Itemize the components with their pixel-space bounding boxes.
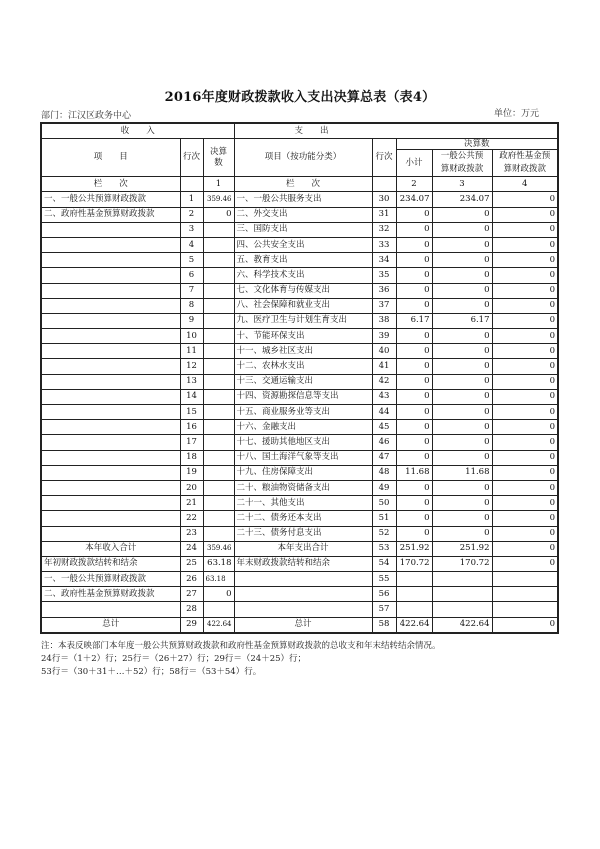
subtotal-cell: 0 — [396, 207, 432, 222]
expense-row-no-cell: 49 — [372, 480, 396, 495]
income-amount-cell — [203, 374, 234, 389]
expense-column-index-blank — [372, 177, 396, 192]
expense-row-no-cell: 41 — [372, 359, 396, 374]
income-item-cell — [41, 329, 180, 344]
general-budget-header-line2: 算财政拨款 — [440, 164, 484, 175]
income-row-no-cell: 1 — [180, 192, 203, 207]
expense-item-cell: 一、一般公共服务支出 — [234, 192, 372, 207]
general-budget-cell: 0 — [432, 207, 492, 222]
subtotal-cell — [396, 587, 432, 602]
expense-row-no-cell: 43 — [372, 389, 396, 404]
income-row-no-cell: 12 — [180, 359, 203, 374]
income-amount-cell — [203, 237, 234, 252]
subtotal-cell: 0 — [396, 511, 432, 526]
income-amount-cell — [203, 496, 234, 511]
income-item-cell — [41, 313, 180, 328]
income-row-no-cell: 14 — [180, 389, 203, 404]
expense-row-no-cell: 46 — [372, 435, 396, 450]
income-amount-cell — [203, 359, 234, 374]
expense-row-no-cell: 33 — [372, 237, 396, 252]
subtotal-cell: 0 — [396, 344, 432, 359]
table-row — [41, 450, 558, 465]
income-column-index-label: 栏 次 — [41, 177, 180, 192]
gov-fund-cell: 0 — [492, 329, 558, 344]
expense-row-no-cell: 35 — [372, 268, 396, 283]
general-budget-cell: 0 — [432, 496, 492, 511]
subtotal-cell — [396, 572, 432, 587]
header-row-section — [41, 123, 558, 139]
general-budget-cell: 0 — [432, 283, 492, 298]
table-row — [41, 298, 558, 313]
expense-row-no-cell: 55 — [372, 572, 396, 587]
gov-fund-cell: 0 — [492, 192, 558, 207]
expense-item-cell: 六、科学技术支出 — [234, 268, 372, 283]
expense-row-no-cell: 47 — [372, 450, 396, 465]
subtotal-cell: 0 — [396, 480, 432, 495]
expense-row-no-cell: 31 — [372, 207, 396, 222]
subtotal-cell: 0 — [396, 526, 432, 541]
income-row-no-cell: 6 — [180, 268, 203, 283]
expense-row-no-cell: 48 — [372, 465, 396, 480]
general-budget-cell — [432, 587, 492, 602]
expense-item-cell: 本年支出合计 — [234, 541, 372, 556]
subtotal-cell: 422.64 — [396, 617, 432, 633]
footnote-line-1: 注：本表反映部门本年度一般公共预算财政拨款和政府性基金预算财政拨款的总收支和年末结转结余情况。 — [41, 641, 441, 651]
table-row — [41, 329, 558, 344]
expense-item-cell: 二十一、其他支出 — [234, 496, 372, 511]
general-budget-cell: 11.68 — [432, 465, 492, 480]
table-row — [41, 572, 558, 587]
general-budget-cell — [432, 572, 492, 587]
income-row-no-cell: 26 — [180, 572, 203, 587]
general-budget-cell: 0 — [432, 480, 492, 495]
income-row-no-cell: 4 — [180, 237, 203, 252]
expense-item-cell: 十一、城乡社区支出 — [234, 344, 372, 359]
expense-item-cell — [234, 587, 372, 602]
table-row — [41, 253, 558, 268]
general-budget-cell: 0 — [432, 420, 492, 435]
table-row — [41, 420, 558, 435]
expense-row-no-cell: 45 — [372, 420, 396, 435]
income-row-no-header: 行次 — [180, 139, 203, 177]
gov-fund-cell — [492, 572, 558, 587]
income-amount-header-line1: 决算 — [209, 146, 227, 157]
income-amount-cell — [203, 450, 234, 465]
table-row — [41, 617, 558, 633]
table-row — [41, 374, 558, 389]
gov-fund-cell — [492, 602, 558, 617]
subtotal-cell: 234.07 — [396, 192, 432, 207]
table-row — [41, 389, 558, 404]
general-budget-cell: 0 — [432, 268, 492, 283]
gov-fund-cell: 0 — [492, 526, 558, 541]
expense-item-cell — [234, 602, 372, 617]
table-row — [41, 496, 558, 511]
table-row — [41, 222, 558, 237]
header-row-titles — [41, 139, 558, 150]
expense-item-cell: 九、医疗卫生与计划生育支出 — [234, 313, 372, 328]
gov-fund-header-line1: 政府性基金预 — [499, 151, 551, 162]
table-row — [41, 207, 558, 222]
subtotal-cell: 0 — [396, 496, 432, 511]
income-amount-header-line2: 数 — [214, 157, 223, 168]
table-row — [41, 192, 558, 207]
income-amount-cell — [203, 298, 234, 313]
gov-fund-cell: 0 — [492, 465, 558, 480]
general-budget-cell: 0 — [432, 450, 492, 465]
subtotal-cell: 0 — [396, 222, 432, 237]
subtotal-cell: 0 — [396, 298, 432, 313]
expense-item-cell: 十二、农林水支出 — [234, 359, 372, 374]
income-amount-cell: 0 — [203, 207, 234, 222]
income-amount-cell: 359.46 — [203, 192, 234, 207]
income-row-no-cell: 20 — [180, 480, 203, 495]
income-row-no-cell: 17 — [180, 435, 203, 450]
income-amount-cell — [203, 602, 234, 617]
income-row-no-cell: 2 — [180, 207, 203, 222]
expense-row-no-cell: 34 — [372, 253, 396, 268]
report-title: 2016年度财政拨款收入支出决算总表（表4） — [164, 90, 436, 105]
budget-summary-table — [40, 122, 559, 634]
income-amount-cell — [203, 389, 234, 404]
expense-row-no-cell: 37 — [372, 298, 396, 313]
income-item-cell: 二、政府性基金预算财政拨款 — [41, 587, 180, 602]
expense-item-cell: 五、教育支出 — [234, 253, 372, 268]
income-amount-cell: 0 — [203, 587, 234, 602]
gov-fund-cell: 0 — [492, 435, 558, 450]
table-row — [41, 602, 558, 617]
income-row-no-cell: 11 — [180, 344, 203, 359]
table-row — [41, 541, 558, 556]
income-amount-cell — [203, 435, 234, 450]
income-amount-header — [203, 139, 234, 177]
general-budget-cell: 0 — [432, 374, 492, 389]
general-budget-cell: 0 — [432, 405, 492, 420]
subtotal-cell: 0 — [396, 329, 432, 344]
expense-item-cell: 十五、商业服务业等支出 — [234, 405, 372, 420]
income-item-cell — [41, 480, 180, 495]
expense-column-index-label: 栏 次 — [234, 177, 372, 192]
general-budget-cell: 0 — [432, 329, 492, 344]
income-row-no-cell: 21 — [180, 496, 203, 511]
income-item-cell: 总计 — [41, 617, 180, 633]
income-amount-cell — [203, 344, 234, 359]
general-budget-cell: 0 — [432, 344, 492, 359]
gov-fund-cell: 0 — [492, 359, 558, 374]
income-row-no-cell: 18 — [180, 450, 203, 465]
income-item-cell — [41, 283, 180, 298]
income-item-cell — [41, 359, 180, 374]
expense-item-cell: 总计 — [234, 617, 372, 633]
income-amount-cell: 359.46 — [203, 541, 234, 556]
table-row — [41, 359, 558, 374]
subtotal-cell — [396, 602, 432, 617]
expense-item-cell: 十六、金融支出 — [234, 420, 372, 435]
expense-row-no-header: 行次 — [372, 139, 396, 177]
income-column-index-blank — [180, 177, 203, 192]
income-amount-cell — [203, 222, 234, 237]
expense-item-cell: 二十三、债务付息支出 — [234, 526, 372, 541]
income-row-no-cell: 22 — [180, 511, 203, 526]
gov-fund-cell — [492, 587, 558, 602]
income-row-no-cell: 27 — [180, 587, 203, 602]
department-label: 部门：江汉区政务中心 — [41, 111, 132, 121]
gov-fund-cell: 0 — [492, 344, 558, 359]
column-index-2: 2 — [396, 177, 432, 192]
footnotes — [41, 640, 441, 679]
column-index-1: 1 — [203, 177, 234, 192]
income-item-cell — [41, 511, 180, 526]
income-row-no-cell: 7 — [180, 283, 203, 298]
income-item-cell: 年初财政拨款结转和结余 — [41, 556, 180, 571]
subtotal-cell: 0 — [396, 374, 432, 389]
income-item-cell: 一、一般公共预算财政拨款 — [41, 572, 180, 587]
expense-row-no-cell: 52 — [372, 526, 396, 541]
expense-row-no-cell: 39 — [372, 329, 396, 344]
expense-row-no-cell: 58 — [372, 617, 396, 633]
gov-fund-cell: 0 — [492, 268, 558, 283]
income-amount-cell: 63.18 — [203, 556, 234, 571]
expense-row-no-cell: 57 — [372, 602, 396, 617]
subtotal-cell: 0 — [396, 420, 432, 435]
gov-fund-cell: 0 — [492, 496, 558, 511]
gov-fund-cell: 0 — [492, 298, 558, 313]
subtotal-cell: 0 — [396, 389, 432, 404]
income-amount-cell — [203, 480, 234, 495]
expense-item-cell: 二、外交支出 — [234, 207, 372, 222]
gov-fund-cell: 0 — [492, 237, 558, 252]
expense-row-no-cell: 42 — [372, 374, 396, 389]
income-amount-cell — [203, 526, 234, 541]
expense-item-cell: 十、节能环保支出 — [234, 329, 372, 344]
table-row — [41, 480, 558, 495]
expense-row-no-cell: 38 — [372, 313, 396, 328]
income-row-no-cell: 10 — [180, 329, 203, 344]
expense-row-no-cell: 36 — [372, 283, 396, 298]
subtotal-cell: 170.72 — [396, 556, 432, 571]
income-item-cell — [41, 298, 180, 313]
general-budget-cell: 6.17 — [432, 313, 492, 328]
gov-fund-cell: 0 — [492, 420, 558, 435]
table-row — [41, 587, 558, 602]
expense-item-cell: 十四、资源勘探信息等支出 — [234, 389, 372, 404]
general-budget-cell: 0 — [432, 389, 492, 404]
table-row — [41, 511, 558, 526]
general-budget-cell: 0 — [432, 237, 492, 252]
general-budget-cell — [432, 602, 492, 617]
general-budget-cell: 0 — [432, 435, 492, 450]
general-budget-cell: 170.72 — [432, 556, 492, 571]
table-row — [41, 435, 558, 450]
income-row-no-cell: 24 — [180, 541, 203, 556]
gov-fund-cell: 0 — [492, 450, 558, 465]
general-budget-cell: 422.64 — [432, 617, 492, 633]
expense-item-cell: 八、社会保障和就业支出 — [234, 298, 372, 313]
income-item-cell: 本年收入合计 — [41, 541, 180, 556]
subtotal-cell: 11.68 — [396, 465, 432, 480]
income-row-no-cell: 29 — [180, 617, 203, 633]
gov-fund-cell: 0 — [492, 222, 558, 237]
expense-row-no-cell: 44 — [372, 405, 396, 420]
income-amount-cell — [203, 253, 234, 268]
subtotal-cell: 6.17 — [396, 313, 432, 328]
income-item-cell — [41, 496, 180, 511]
general-budget-cell: 0 — [432, 298, 492, 313]
gov-fund-cell: 0 — [492, 405, 558, 420]
expense-row-no-cell: 56 — [372, 587, 396, 602]
column-index-row — [41, 177, 558, 192]
table-row — [41, 268, 558, 283]
expense-item-cell: 七、文化体育与传媒支出 — [234, 283, 372, 298]
gov-fund-cell: 0 — [492, 511, 558, 526]
general-budget-cell: 251.92 — [432, 541, 492, 556]
subtotal-header: 小计 — [396, 150, 432, 177]
subtotal-cell: 0 — [396, 359, 432, 374]
income-item-cell — [41, 602, 180, 617]
income-row-no-cell: 28 — [180, 602, 203, 617]
income-item-cell — [41, 237, 180, 252]
subtotal-cell: 0 — [396, 253, 432, 268]
expense-item-cell — [234, 572, 372, 587]
expense-row-no-cell: 51 — [372, 511, 396, 526]
income-amount-cell — [203, 313, 234, 328]
income-amount-cell — [203, 329, 234, 344]
general-budget-header-line1: 一般公共预 — [440, 151, 484, 162]
income-row-no-cell: 3 — [180, 222, 203, 237]
income-item-cell — [41, 526, 180, 541]
subtotal-cell: 0 — [396, 283, 432, 298]
income-amount-cell — [203, 283, 234, 298]
gov-fund-header-line2: 算财政拨款 — [503, 164, 547, 175]
expense-item-cell: 十九、住房保障支出 — [234, 465, 372, 480]
income-row-no-cell: 19 — [180, 465, 203, 480]
gov-fund-cell: 0 — [492, 480, 558, 495]
income-amount-cell — [203, 465, 234, 480]
footnote-line-3: 53行＝（30＋31＋…＋52）行；58行＝（53＋54）行。 — [41, 667, 262, 677]
expense-item-cell: 年末财政拨款结转和结余 — [234, 556, 372, 571]
income-row-no-cell: 23 — [180, 526, 203, 541]
income-item-cell — [41, 405, 180, 420]
expense-item-cell: 四、公共安全支出 — [234, 237, 372, 252]
expense-row-no-cell: 54 — [372, 556, 396, 571]
gov-fund-cell: 0 — [492, 253, 558, 268]
gov-fund-header — [492, 150, 558, 177]
expense-item-cell: 三、国防支出 — [234, 222, 372, 237]
expense-section-header: 支 出 — [234, 123, 558, 139]
subtotal-cell: 0 — [396, 237, 432, 252]
general-budget-cell: 0 — [432, 526, 492, 541]
table-row — [41, 465, 558, 480]
expense-row-no-cell: 32 — [372, 222, 396, 237]
income-item-cell: 一、一般公共预算财政拨款 — [41, 192, 180, 207]
expense-row-no-cell: 40 — [372, 344, 396, 359]
gov-fund-cell: 0 — [492, 389, 558, 404]
income-amount-cell — [203, 420, 234, 435]
final-amount-group-header: 决算数 — [396, 139, 558, 150]
general-budget-cell: 0 — [432, 253, 492, 268]
income-item-cell — [41, 389, 180, 404]
income-amount-cell: 63.18 — [203, 572, 234, 587]
income-row-no-cell: 25 — [180, 556, 203, 571]
income-item-cell: 二、政府性基金预算财政拨款 — [41, 207, 180, 222]
subtotal-cell: 0 — [396, 435, 432, 450]
subtotal-cell: 0 — [396, 450, 432, 465]
income-row-no-cell: 13 — [180, 374, 203, 389]
table-row — [41, 237, 558, 252]
income-item-header: 项 目 — [41, 139, 180, 177]
gov-fund-cell: 0 — [492, 207, 558, 222]
general-budget-header — [432, 150, 492, 177]
income-item-cell — [41, 374, 180, 389]
expense-item-cell: 十三、交通运输支出 — [234, 374, 372, 389]
expense-item-cell: 十七、援助其他地区支出 — [234, 435, 372, 450]
gov-fund-cell: 0 — [492, 556, 558, 571]
subtotal-cell: 251.92 — [396, 541, 432, 556]
income-item-cell — [41, 268, 180, 283]
gov-fund-cell: 0 — [492, 541, 558, 556]
expense-item-cell: 十八、国土海洋气象等支出 — [234, 450, 372, 465]
income-section-header: 收 入 — [41, 123, 234, 139]
income-item-cell — [41, 450, 180, 465]
income-item-cell — [41, 222, 180, 237]
income-amount-cell — [203, 511, 234, 526]
income-row-no-cell: 15 — [180, 405, 203, 420]
expense-item-cell: 二十二、债务还本支出 — [234, 511, 372, 526]
income-row-no-cell: 8 — [180, 298, 203, 313]
expense-item-cell: 二十、粮油物资储备支出 — [234, 480, 372, 495]
gov-fund-cell: 0 — [492, 617, 558, 633]
gov-fund-cell: 0 — [492, 374, 558, 389]
table-row — [41, 526, 558, 541]
footnote-line-2: 24行＝（1＋2）行；25行＝（26＋27）行；29行＝（24＋25）行； — [41, 654, 307, 664]
income-item-cell — [41, 253, 180, 268]
income-item-cell — [41, 344, 180, 359]
subtotal-cell: 0 — [396, 405, 432, 420]
table-row — [41, 313, 558, 328]
income-item-cell — [41, 465, 180, 480]
table-row — [41, 405, 558, 420]
general-budget-cell: 234.07 — [432, 192, 492, 207]
table-row — [41, 283, 558, 298]
subtotal-cell: 0 — [396, 268, 432, 283]
unit-label: 单位：万元 — [494, 109, 540, 119]
table-row — [41, 556, 558, 571]
gov-fund-cell: 0 — [492, 313, 558, 328]
table-row — [41, 344, 558, 359]
income-amount-cell — [203, 268, 234, 283]
income-item-cell — [41, 420, 180, 435]
general-budget-cell: 0 — [432, 511, 492, 526]
gov-fund-cell: 0 — [492, 283, 558, 298]
general-budget-cell: 0 — [432, 359, 492, 374]
income-row-no-cell: 5 — [180, 253, 203, 268]
expense-item-header: 项目（按功能分类） — [234, 139, 372, 177]
expense-row-no-cell: 53 — [372, 541, 396, 556]
general-budget-cell: 0 — [432, 222, 492, 237]
expense-row-no-cell: 30 — [372, 192, 396, 207]
income-row-no-cell: 16 — [180, 420, 203, 435]
expense-row-no-cell: 50 — [372, 496, 396, 511]
income-row-no-cell: 9 — [180, 313, 203, 328]
income-item-cell — [41, 435, 180, 450]
column-index-3: 3 — [432, 177, 492, 192]
income-amount-cell: 422.64 — [203, 617, 234, 633]
income-amount-cell — [203, 405, 234, 420]
column-index-4: 4 — [492, 177, 558, 192]
